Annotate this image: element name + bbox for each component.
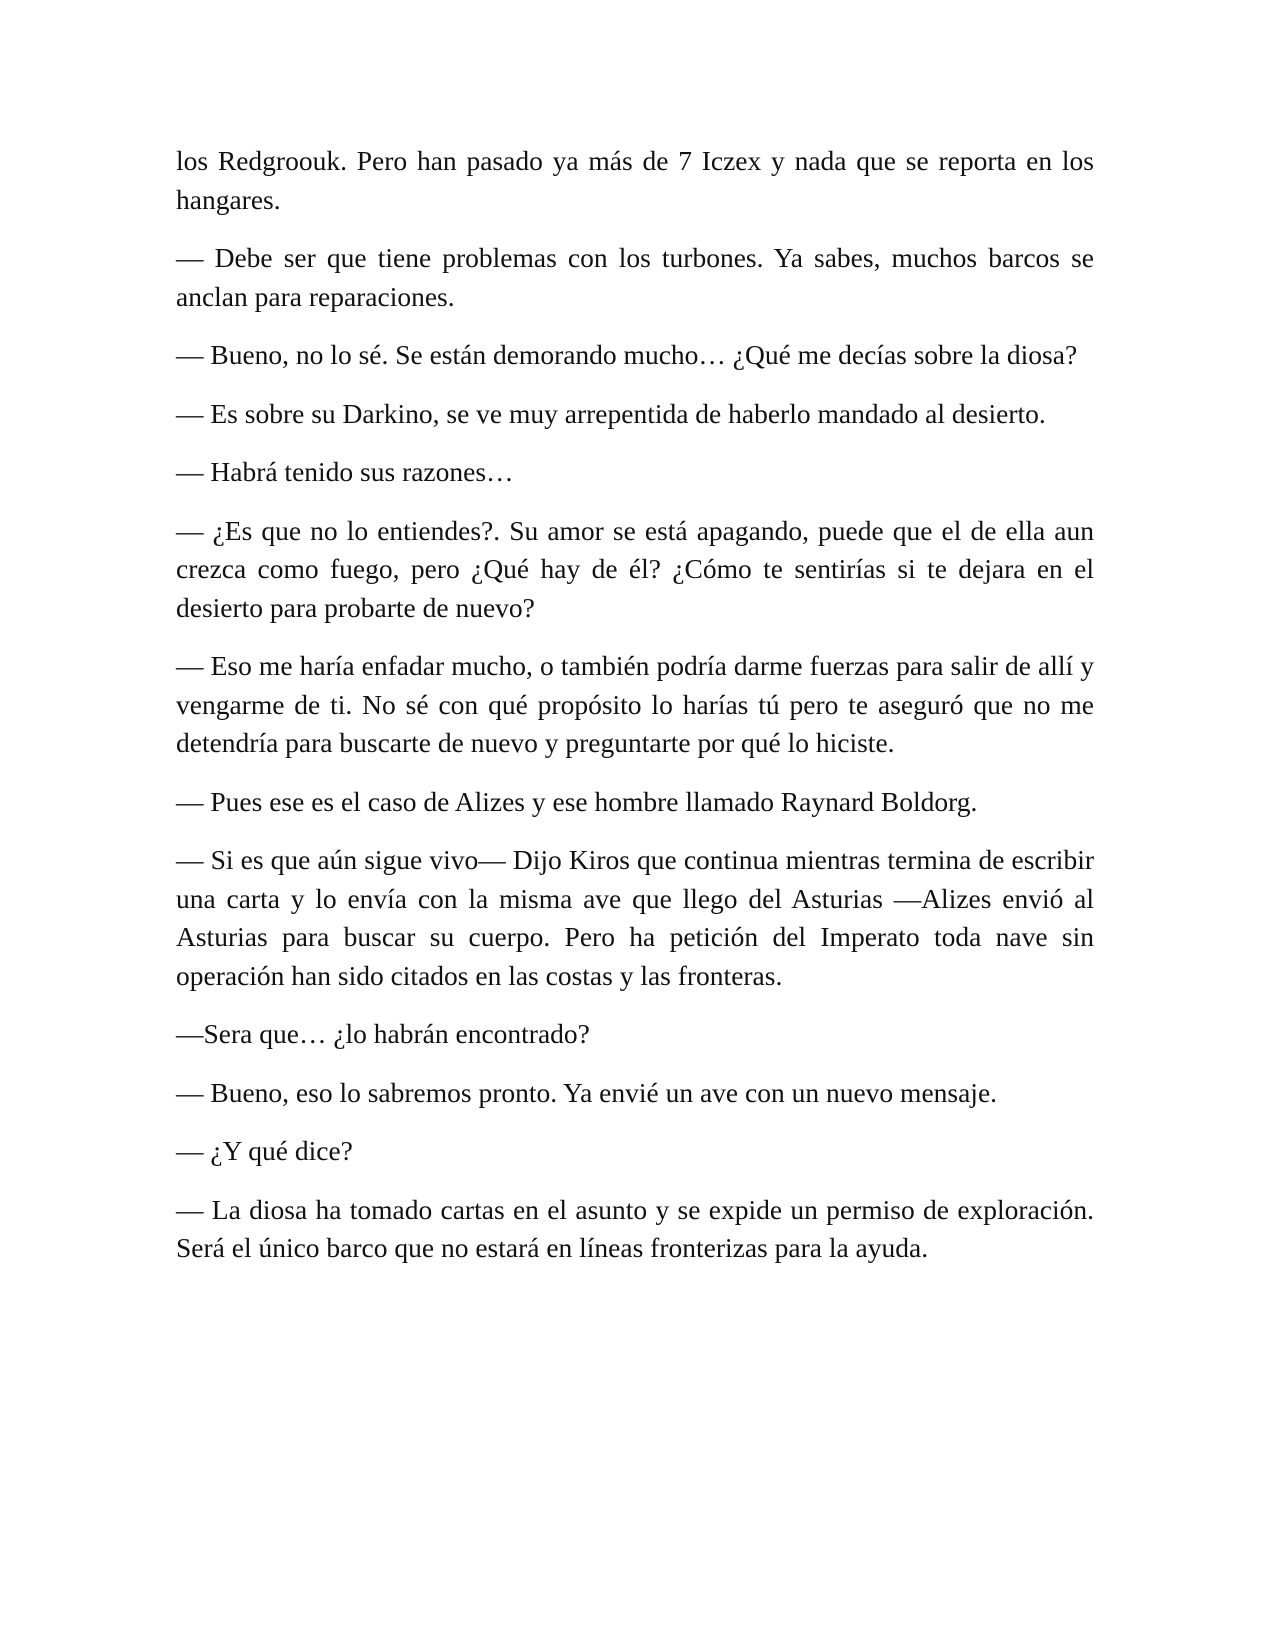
paragraph-7: — Eso me haría enfadar mucho, o también podría darme fuerzas para salir de allí y vengarme de ti. No sé con qué propósito lo harías tú pero te aseguró que no me detendría para buscarte de nuevo y preguntarte por qué lo hiciste.	[176, 650, 1094, 758]
paragraph-1: los Redgroouk. Pero han pasado ya más de 7 Iczex y nada que se reporta en los hangares.	[176, 145, 1094, 215]
document-body	[176, 142, 1094, 1288]
paragraph-11: — Bueno, eso lo sabremos pronto. Ya envié un ave con un nuevo mensaje.	[176, 1076, 998, 1108]
paragraph-9: — Si es que aún sigue vivo— Dijo Kiros que continua mientras termina de escribir una carta y lo envía con la misma ave que llego del Asturias —Alizes envió al Asturias para buscar su cuerpo. Pero ha petición del Imperato toda nave sin operación han sido citados en las costas y las fronteras.	[176, 844, 1094, 991]
paragraph-4: — Es sobre su Darkino, se ve muy arrepentida de haberlo mandado al desierto.	[176, 397, 1046, 429]
paragraph-12: — ¿Y qué dice?	[176, 1135, 353, 1166]
paragraph-8: — Pues ese es el caso de Alizes y ese hombre llamado Raynard Boldorg.	[176, 785, 978, 817]
paragraph-6: — ¿Es que no lo entiendes?. Su amor se está apagando, puede que el de ella aun crezca como fuego, pero ¿Qué hay de él? ¿Cómo te sentirías si te dejara en el desierto para probarte de nuevo?	[176, 514, 1094, 623]
paragraph-3: — Bueno, no lo sé. Se están demorando mucho… ¿Qué me decías sobre la diosa?	[176, 339, 1078, 370]
paragraph-13: — La diosa ha tomado cartas en el asunto y se expide un permiso de exploración. Será el único barco que no estará en líneas fronterizas para la ayuda.	[176, 1193, 1094, 1263]
paragraph-5: — Habrá tenido sus razones…	[176, 456, 514, 487]
paragraph-10: —Sera que… ¿lo habrán encontrado?	[176, 1018, 590, 1049]
paragraph-2: — Debe ser que tiene problemas con los turbones. Ya sabes, muchos barcos se anclan para reparaciones.	[176, 242, 1094, 312]
